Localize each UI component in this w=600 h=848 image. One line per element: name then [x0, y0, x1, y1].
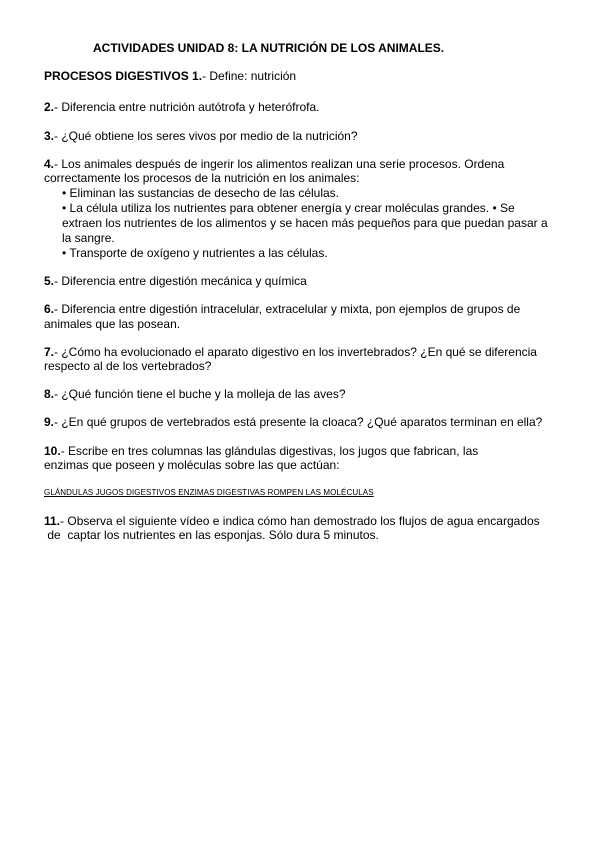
question-10-line-2: enzimas que poseen y moléculas sobre las que actúan: — [44, 458, 340, 472]
question-10 — [44, 444, 478, 459]
question-7-line-2: respecto al de los vertebrados? — [44, 359, 212, 373]
bullet-item: • Transporte de oxígeno y nutrientes a las células. — [62, 246, 328, 260]
question-5 — [44, 274, 307, 289]
question-number: 1. — [192, 69, 203, 83]
question-11 — [44, 514, 540, 529]
question-text: - ¿Qué función tiene el buche y la molleja de las aves? — [54, 387, 346, 401]
question-text: - Observa el siguiente vídeo e indica cómo han demostrado los flujos de agua encargados — [60, 514, 540, 528]
question-4-line-2: correctamente los procesos de la nutrición en los animales: — [44, 171, 360, 185]
bullet-item: • Eliminan las sustancias de desecho de las células. — [62, 186, 340, 200]
question-text: - Define: nutrición — [202, 69, 297, 83]
question-number: 7. — [44, 345, 55, 359]
bullet-item-continued: la sangre. — [62, 231, 115, 245]
question-text: - Escribe en tres columnas las glándulas digestivas, los jugos que fabrican, las — [60, 444, 479, 458]
question-2 — [44, 100, 320, 115]
question-number: 2. — [44, 100, 55, 114]
page-title: ACTIVIDADES UNIDAD 8: LA NUTRICIÓN DE LOS ANIMALES. — [93, 41, 445, 55]
table-column-headers: GLÁNDULAS JUGOS DIGESTIVOS ENZIMAS DIGESTIVAS ROMPEN LAS MOLÉCULAS — [44, 488, 374, 497]
question-number: 10. — [44, 444, 61, 458]
question-9 — [44, 415, 542, 430]
question-11-line-2: de captar los nutrientes en las esponjas. Sólo dura 5 minutos. — [44, 528, 379, 542]
question-number: 5. — [44, 274, 55, 288]
question-number: 8. — [44, 387, 55, 401]
question-number: 11. — [44, 514, 61, 528]
question-8 — [44, 387, 346, 402]
question-text: - ¿Qué obtiene los seres vivos por medio de la nutrición? — [54, 129, 358, 143]
question-6-line-2: animales que las posean. — [44, 317, 181, 331]
bullet-item: • La célula utiliza los nutrientes para obtener energía y crear moléculas grandes. • Se — [62, 201, 515, 215]
question-6 — [44, 302, 520, 317]
question-text: - Diferencia entre digestión mecánica y química — [54, 274, 307, 288]
question-text: - Los animales después de ingerir los alimentos realizan una serie procesos. Ordena — [54, 157, 505, 171]
question-number: 6. — [44, 302, 55, 316]
bullet-item-continued: extraen los nutrientes de los alimentos y se hacen más pequeños para que puedan pasar a — [62, 216, 548, 230]
question-number: 3. — [44, 129, 55, 143]
question-4 — [44, 157, 504, 172]
section-label: PROCESOS DIGESTIVOS — [44, 69, 189, 83]
question-text: - ¿En qué grupos de vertebrados está presente la cloaca? ¿Qué aparatos terminan en ella? — [54, 415, 543, 429]
question-number: 9. — [44, 415, 55, 429]
question-7 — [44, 345, 537, 360]
question-text: - ¿Cómo ha evolucionado el aparato digestivo en los invertebrados? ¿En qué se diferencia — [54, 345, 537, 359]
question-text: - Diferencia entre digestión intracelular, extracelular y mixta, pon ejemplos de grupos de — [54, 302, 521, 316]
question-number: 4. — [44, 157, 55, 171]
section-heading — [44, 69, 296, 83]
question-3 — [44, 129, 358, 144]
question-text: - Diferencia entre nutrición autótrofa y heterófrofa. — [54, 100, 320, 114]
